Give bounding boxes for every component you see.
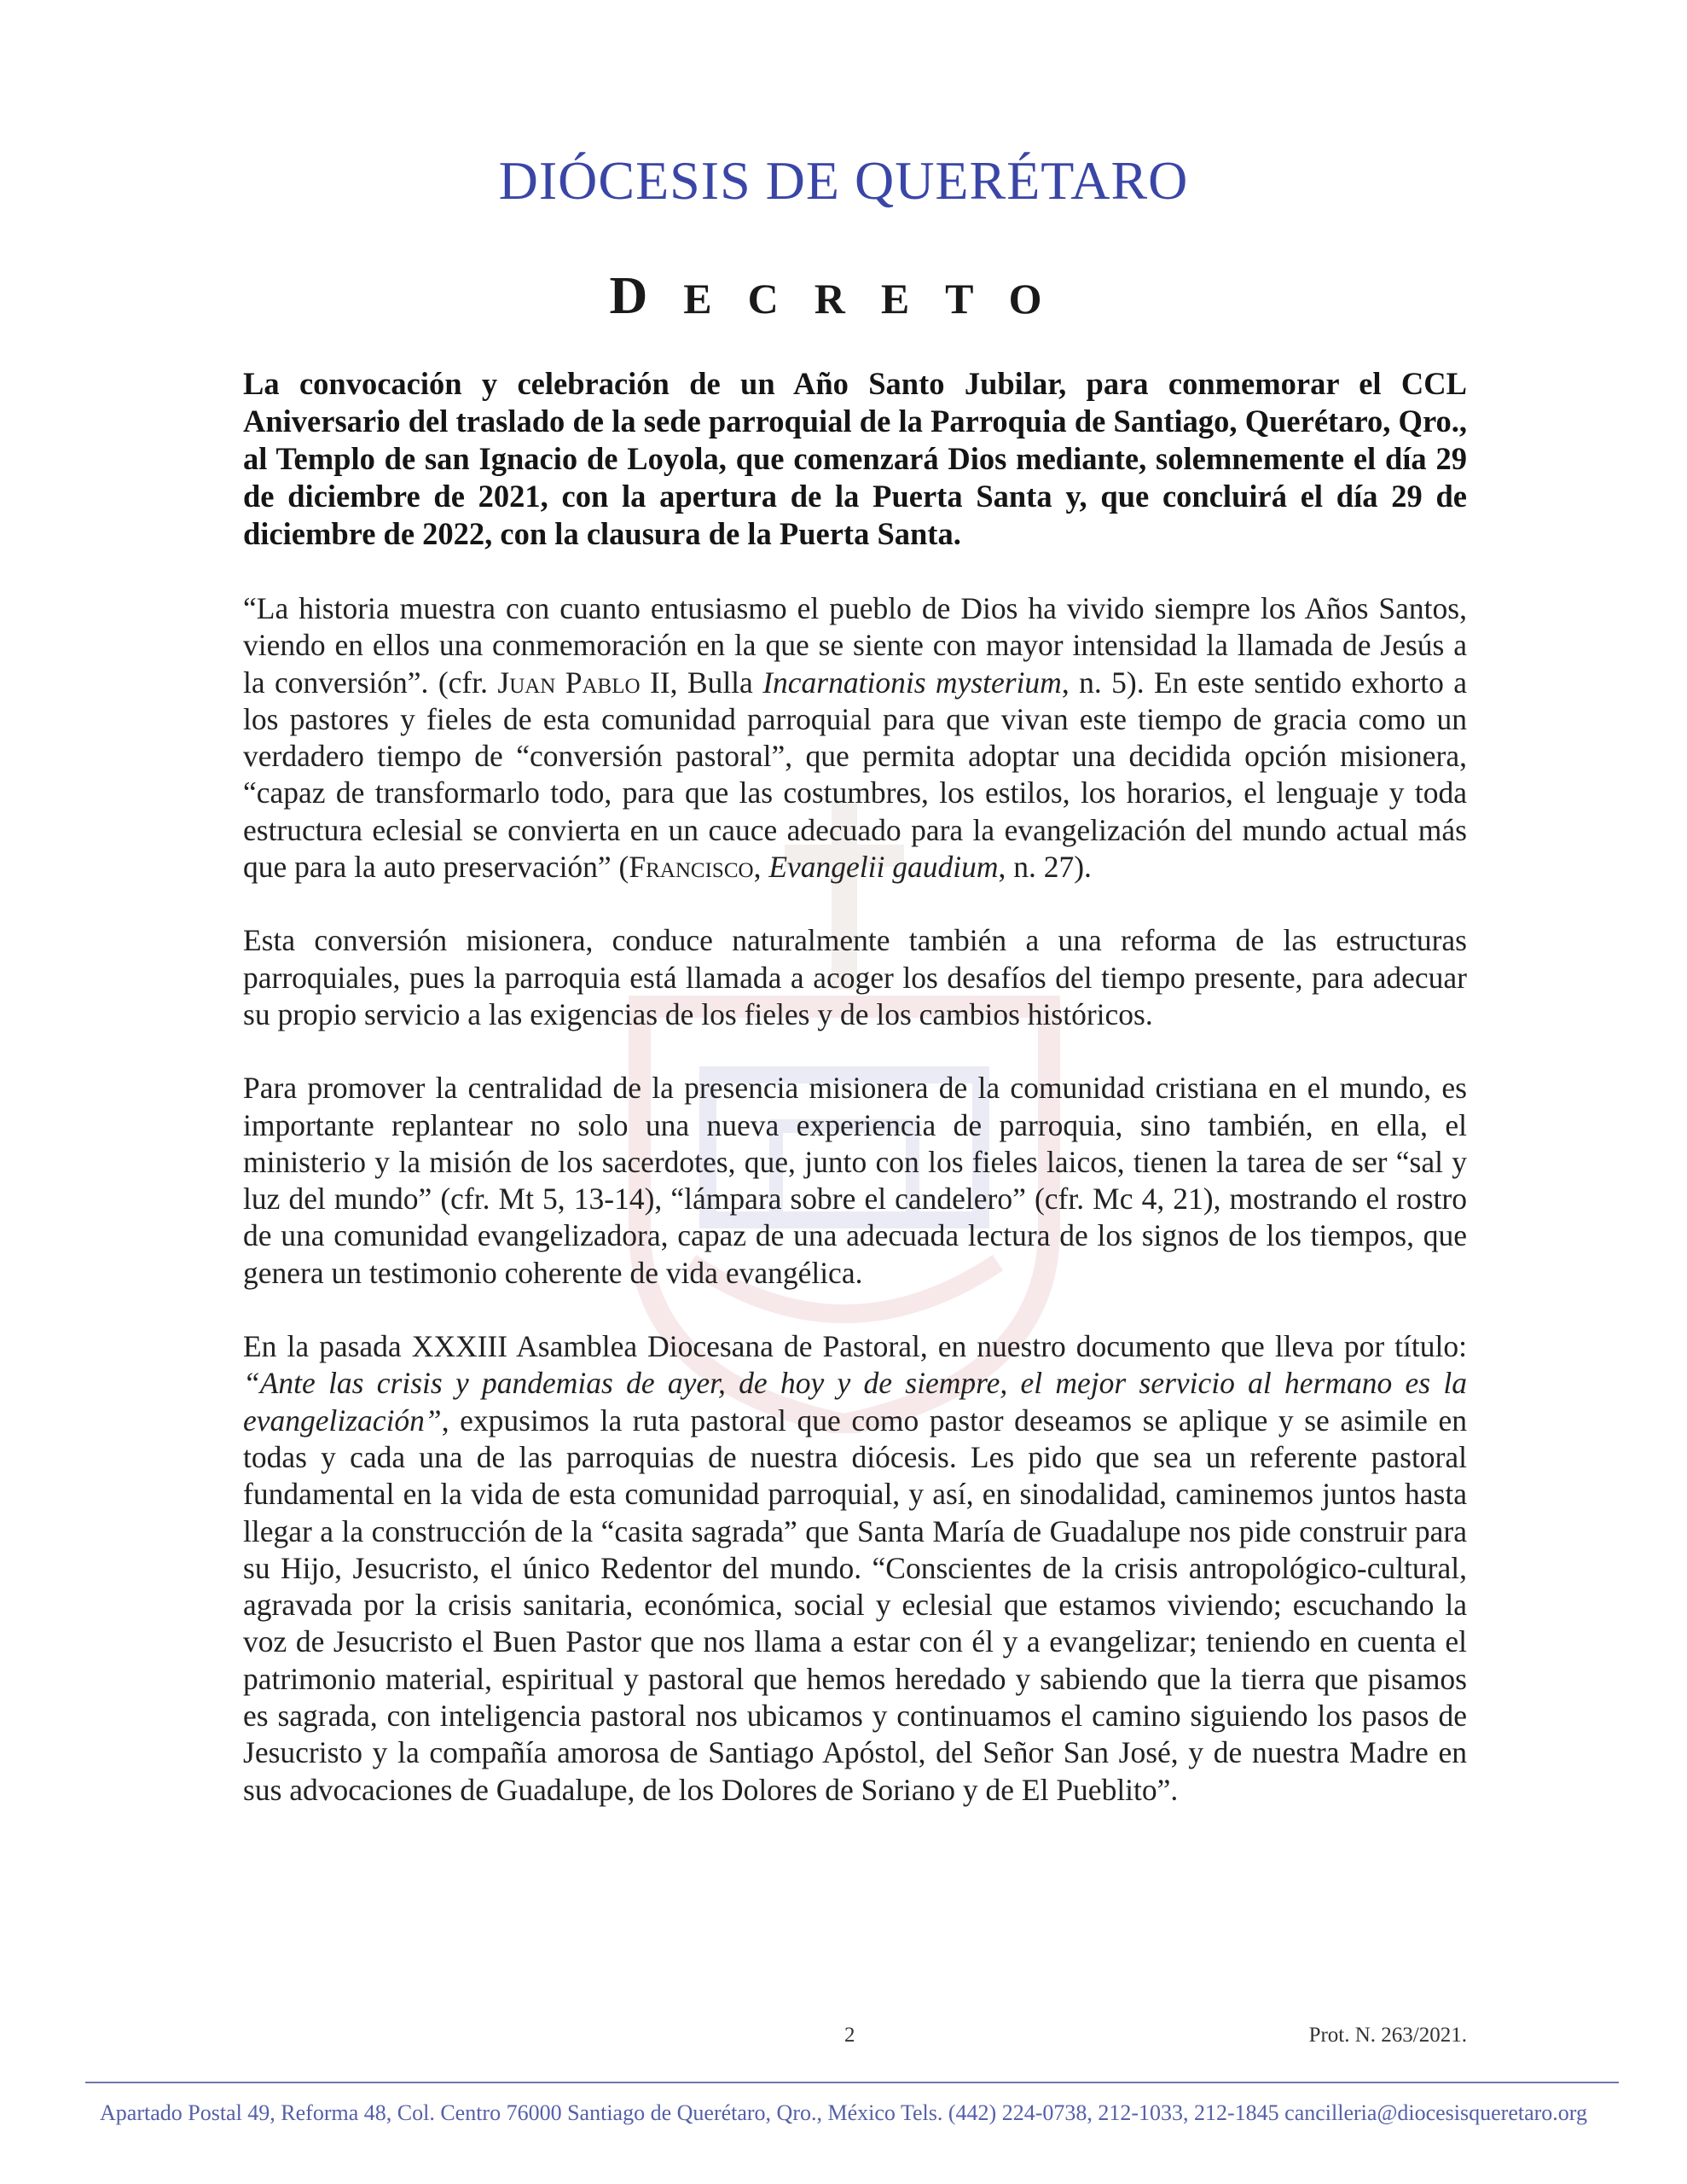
citation-work-evangelii: Evangelii gaudium (768, 850, 999, 885)
paragraph-1-text-d: , (753, 850, 769, 885)
citation-work-incarnationis: Incarnationis mysterium (762, 665, 1062, 700)
footer-divider (85, 2082, 1619, 2083)
decree-lead-paragraph: La convocación y celebración de un Año Santo Jubilar, para conmemorar el CCL Aniversario del traslado de la sede parroquial de la Parroquia de Santiago, Querétaro, Qro., al Templo de san Ignacio de Loyola, que comenzará Dios mediante, solemnemente el día 29 de diciembre de 2021, con la apertura de la Puerta Santa y, que concluirá el día 29 de diciembre de 2022, con la clausura de la Puerta Santa. (243, 366, 1467, 551)
protocol-number: Prot. N. 263/2021. (1308, 2024, 1467, 2047)
footer-address: Apartado Postal 49, Reforma 48, Col. Centro 76000 Santiago de Querétaro, Qro., México Tels. (442) 224-0738, 212-1033, 212-1845 cancilleria@diocesisqueretaro.org (100, 2100, 1587, 2125)
diocese-title: DIÓCESIS DE QUERÉTARO (498, 150, 1189, 211)
paragraph-1-text-c: , n. 5). En este sentido exhorto a los pastores y fieles de esta comunidad parroquial para que vivan este tiempo de gracia como un verdadero tiempo de “conversión pastoral”, que permita adoptar una decidida opción misionera, “capaz de transformarlo todo, para que las costumbres, los estilos, los horarios, el lenguaje y toda estructura eclesial se convierta en un cauce adecuado para la evangelización del mundo actual más que para la auto preservación” ( (243, 665, 1467, 885)
page-number: 2 (844, 2024, 855, 2047)
citation-author-juan-pablo: Juan Pablo (497, 665, 641, 700)
paragraph-1-text-a: “La historia muestra con cuanto entusiasmo el pueblo de Dios ha vivido siempre los Años Santos, viendo en ellos una conmemoración en la que se siente con mayor intensidad la llamada de Jesús a la conversión”. (cfr. (243, 591, 1467, 700)
decree-heading-rest: ECRETO (683, 275, 1078, 322)
decree-heading-initial: D (609, 267, 684, 325)
decree-body (243, 365, 1467, 1845)
paragraph-2: Esta conversión misionera, conduce naturalmente también a una reforma de las estructuras parroquiales, pues la parroquia está llamada a acoger los desafíos del tiempo presente, para adecuar su propio servicio a las exigencias de los fieles y de los cambios históricos. (243, 923, 1467, 1031)
decree-heading (0, 266, 1687, 327)
paragraph-1-text-b: II, Bulla (640, 665, 763, 700)
citation-author-francisco: Francisco (629, 850, 754, 885)
paragraph-1-text-e: , n. 27). (998, 850, 1092, 885)
document-title-quote: “Ante las crisis y pandemias de ayer, de hoy y de siempre, el mejor servicio al hermano es la evangelización” (243, 1366, 1467, 1438)
paragraph-1 (243, 590, 1467, 886)
paragraph-3: Para promover la centralidad de la presencia misionera de la comunidad cristiana en el mundo, es importante replantear no solo una nueva experiencia de parroquia, sino también, en ella, el ministerio y la misión de los sacerdotes, que, junto con los fieles laicos, tienen la tarea de ser “sal y luz del mundo” (cfr. Mt 5, 13-14), “lámpara sobre el candelero” (cfr. Mc 4, 21), mostrando el rostro de una comunidad evangelizadora, capaz de una adecuada lectura de los signos de los tiempos, que genera un testimonio coherente de vida evangélica. (243, 1071, 1467, 1290)
paragraph-4-text-b: , expusimos la ruta pastoral que como pastor deseamos se aplique y se asimile en todas y cada una de las parroquias de nuestra diócesis. Les pido que sea un referente pastoral fundamental en la vida de esta comunidad parroquial, y así, en sinodalidad, caminemos juntos hasta llegar a la construcción de la “casita sagrada” que Santa María de Guadalupe nos pide construir para su Hijo, Jesucristo, el único Redentor del mundo. “Conscientes de la crisis antropológico-cultural, agravada por la crisis sanitaria, económica, social y eclesial que estamos viviendo; escuchando la voz de Jesucristo el Buen Pastor que nos llama a estar con él y a evangelizar; teniendo en cuenta el patrimonio material, espiritual y pastoral que hemos heredado y sabiendo que la tierra que pisamos es sagrada, con inteligencia pastoral nos ubicamos y continuamos el camino siguiendo los pasos de Jesucristo y la compañía amorosa de Santiago Apóstol, del Señor San José, y de nuestra Madre en sus advocaciones de Guadalupe, de los Dolores de Soriano y de El Pueblito”. (243, 1403, 1467, 1807)
paragraph-4 (243, 1328, 1467, 1809)
paragraph-4-text-a: En la pasada XXXIII Asamblea Diocesana de Pastoral, en nuestro documento que lleva por título: (243, 1329, 1467, 1364)
